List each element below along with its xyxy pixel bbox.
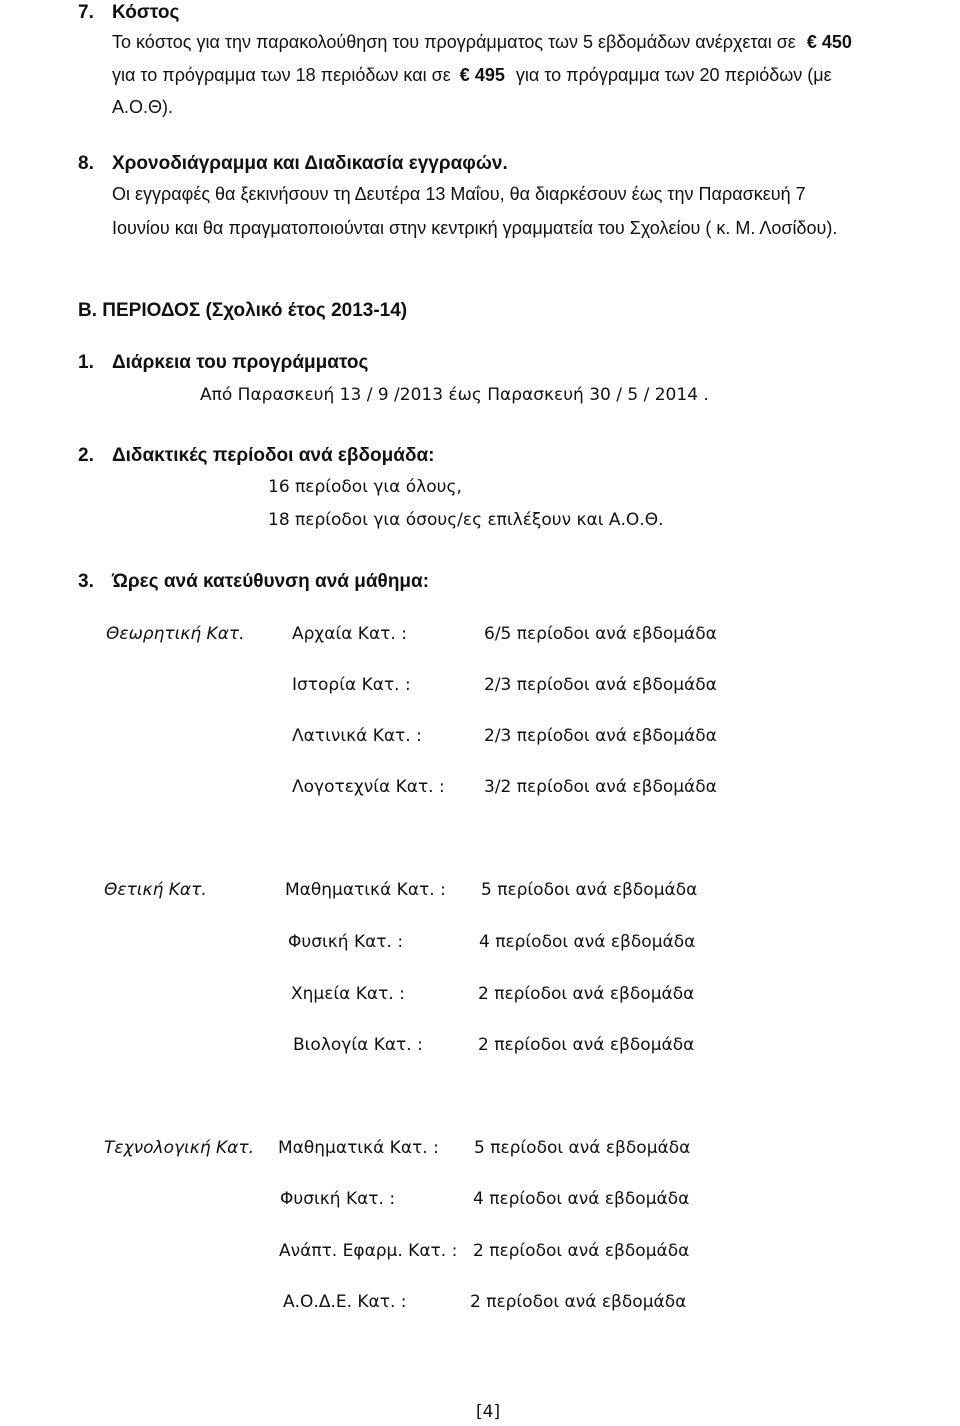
- section-7-line-3: Α.Ο.Θ).: [112, 97, 174, 117]
- item-1-title: Διάρκεια του προγράμματος: [112, 352, 369, 373]
- cost-450: 450: [821, 32, 852, 52]
- group-science-hours: 5 περίοδοι ανά εβδομάδα: [481, 880, 698, 900]
- item-1-number: 1.: [78, 352, 94, 373]
- item-2-line-2: 18 περίοδοι για όσους/ες επιλέξουν και Α.Ο.Θ.: [268, 510, 664, 530]
- group-theoretical-hours: 6/5 περίοδοι ανά εβδομάδα: [484, 624, 717, 644]
- group-theoretical-subject: Ιστορία Κατ. :: [292, 675, 411, 695]
- group-science-label: Θετική Κατ.: [104, 880, 207, 900]
- group-theoretical-subject: Λογοτεχνία Κατ. :: [292, 777, 445, 797]
- section-7-title: Κόστος: [112, 2, 180, 23]
- group-theoretical-hours: 2/3 περίοδοι ανά εβδομάδα: [484, 726, 717, 746]
- group-science-hours: 4 περίοδοι ανά εβδομάδα: [479, 932, 696, 952]
- group-theoretical-hours: 3/2 περίοδοι ανά εβδομάδα: [484, 777, 717, 797]
- group-technology-hours: 4 περίοδοι ανά εβδομάδα: [473, 1189, 690, 1209]
- group-theoretical-hours: 2/3 περίοδοι ανά εβδομάδα: [484, 675, 717, 695]
- section-7-line-2-text: για το πρόγραμμα των 18 περιόδων και σε: [112, 65, 451, 85]
- group-science-subject: Μαθηματικά Κατ. :: [285, 880, 446, 900]
- group-technology-subject: Μαθηματικά Κατ. :: [278, 1138, 439, 1158]
- section-7-line-1: [112, 32, 852, 53]
- item-1-text: Από Παρασκευή 13 / 9 /2013 έως Παρασκευή 30 / 5 / 2014 .: [200, 385, 709, 405]
- section-7-number: 7.: [78, 2, 94, 23]
- section-7-line-2: [112, 65, 832, 86]
- period-b-heading: Β. ΠΕΡΙΟΔΟΣ (Σχολικό έτος 2013-14): [78, 300, 408, 321]
- group-technology-hours: 2 περίοδοι ανά εβδομάδα: [473, 1241, 690, 1261]
- group-technology-subject: Φυσική Κατ. :: [280, 1189, 396, 1209]
- section-7-line-1-text: Το κόστος για την παρακολούθηση του προγράμματος των 5 εβδομάδων ανέρχεται σε: [112, 32, 796, 52]
- section-8-title: Χρονοδιάγραμμα και Διαδικασία εγγραφών.: [112, 153, 508, 174]
- group-technology-label: Τεχνολογική Κατ.: [104, 1138, 254, 1158]
- group-theoretical-label: Θεωρητική Κατ.: [106, 624, 245, 644]
- item-2-number: 2.: [78, 445, 94, 466]
- page-number: [4]: [476, 1402, 501, 1422]
- item-2-line-1: 16 περίοδοι για όλους,: [268, 477, 462, 497]
- group-science-hours: 2 περίοδοι ανά εβδομάδα: [478, 984, 695, 1004]
- item-3-number: 3.: [78, 571, 94, 592]
- euro-icon: €: [806, 32, 817, 52]
- group-science-subject: Βιολογία Κατ. :: [293, 1035, 423, 1055]
- group-technology-hours: 2 περίοδοι ανά εβδομάδα: [470, 1292, 687, 1312]
- group-technology-hours: 5 περίοδοι ανά εβδομάδα: [474, 1138, 691, 1158]
- section-8-line-1: Οι εγγραφές θα ξεκινήσουν τη Δευτέρα 13 Μαΐου, θα διαρκέσουν έως την Παρασκευή 7: [112, 184, 806, 204]
- cost-495: 495: [474, 65, 505, 85]
- group-science-subject: Χημεία Κατ. :: [291, 984, 405, 1004]
- group-theoretical-subject: Λατινικά Κατ. :: [292, 726, 422, 746]
- euro-icon: €: [459, 65, 470, 85]
- group-technology-subject: Α.Ο.Δ.Ε. Κατ. :: [283, 1292, 407, 1312]
- item-3-title: Ώρες ανά κατεύθυνση ανά μάθημα:: [112, 571, 430, 592]
- group-science-subject: Φυσική Κατ. :: [288, 932, 404, 952]
- section-8-number: 8.: [78, 153, 94, 174]
- group-technology-subject: Ανάπτ. Εφαρμ. Κατ. :: [279, 1241, 458, 1261]
- group-science-hours: 2 περίοδοι ανά εβδομάδα: [478, 1035, 695, 1055]
- item-2-title: Διδακτικές περίοδοι ανά εβδομάδα:: [112, 445, 435, 466]
- section-7-line-2-tail: για το πρόγραμμα των 20 περιόδων (με: [515, 65, 832, 85]
- group-theoretical-subject: Αρχαία Κατ. :: [292, 624, 407, 644]
- section-8-line-2: Ιουνίου και θα πραγματοποιούνται στην κεντρική γραμματεία του Σχολείου ( κ. Μ. Λοσίδου).: [112, 218, 838, 238]
